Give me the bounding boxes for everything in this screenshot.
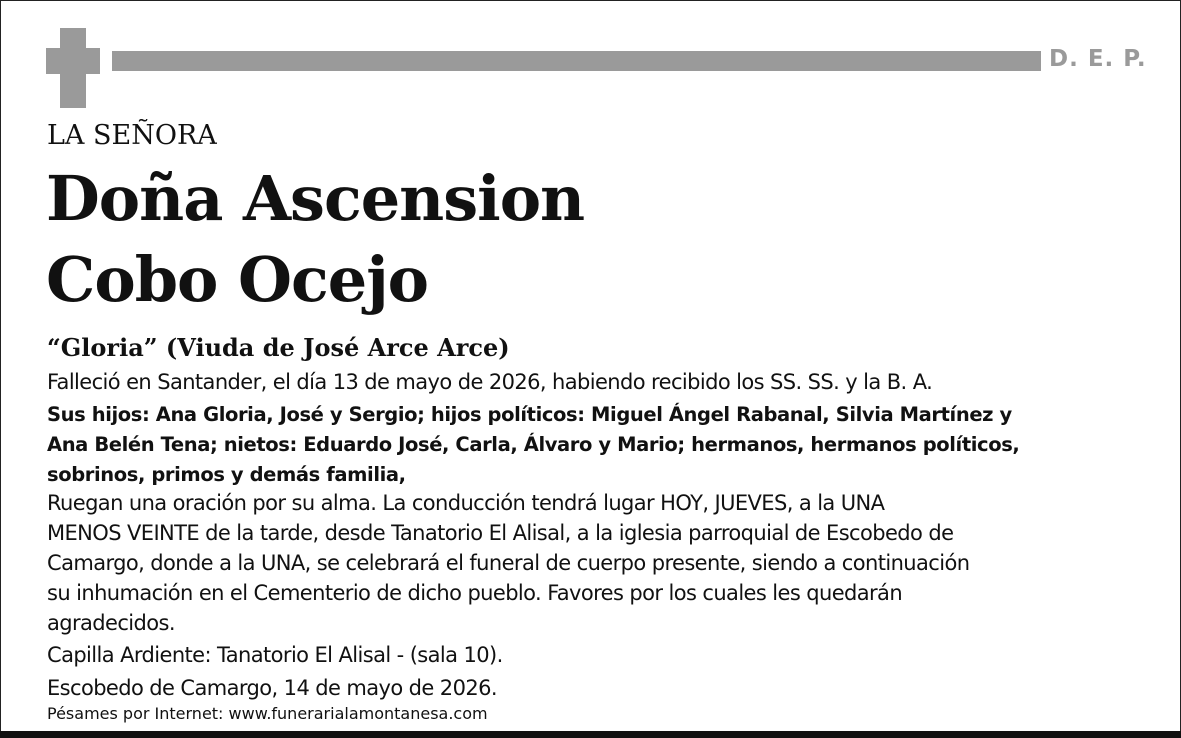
service-line: MENOS VEINTE de la tarde, desde Tanatorio El Alisal, a la iglesia parroquial de Escobedo de — [47, 521, 954, 545]
place-date: Escobedo de Camargo, 14 de mayo de 2026. — [47, 676, 497, 700]
service-line: Ruegan una oración por su alma. La conducción tendrá lugar HOY, JUEVES, a la UNA — [47, 491, 885, 515]
service-details — [47, 488, 1137, 638]
deceased-name-line-1: Doña Ascension — [46, 162, 585, 235]
cross-icon — [46, 28, 100, 108]
death-statement: Falleció en Santander, el día 13 de mayo de 2026, habiendo recibido los SS. SS. y la B. A. — [47, 370, 933, 394]
dep-label: D. E. P. — [1049, 46, 1147, 72]
internet-condolences: Pésames por Internet: www.funerarialamontanesa.com — [47, 704, 488, 723]
header-rule — [112, 51, 1041, 71]
family-list — [47, 400, 1137, 490]
bottom-rule — [0, 731, 1181, 738]
family-line: sobrinos, primos y demás familia, — [47, 463, 406, 486]
chapel-info: Capilla Ardiente: Tanatorio El Alisal - (sala 10). — [47, 643, 503, 667]
deceased-name-line-2: Cobo Ocejo — [46, 243, 428, 316]
service-line: Camargo, donde a la UNA, se celebrará el funeral de cuerpo presente, siendo a continuación — [47, 551, 970, 575]
intro-title: LA SEÑORA — [47, 120, 217, 151]
service-line: agradecidos. — [47, 611, 175, 635]
family-line: Sus hijos: Ana Gloria, José y Sergio; hijos políticos: Miguel Ángel Rabanal, Silvia Martínez y — [47, 403, 1012, 426]
nickname-line: “Gloria” (Viuda de José Arce Arce) — [47, 333, 510, 362]
service-line: su inhumación en el Cementerio de dicho pueblo. Favores por los cuales les quedarán — [47, 581, 903, 605]
family-line: Ana Belén Tena; nietos: Eduardo José, Carla, Álvaro y Mario; hermanos, hermanos políticos, — [47, 433, 1020, 456]
